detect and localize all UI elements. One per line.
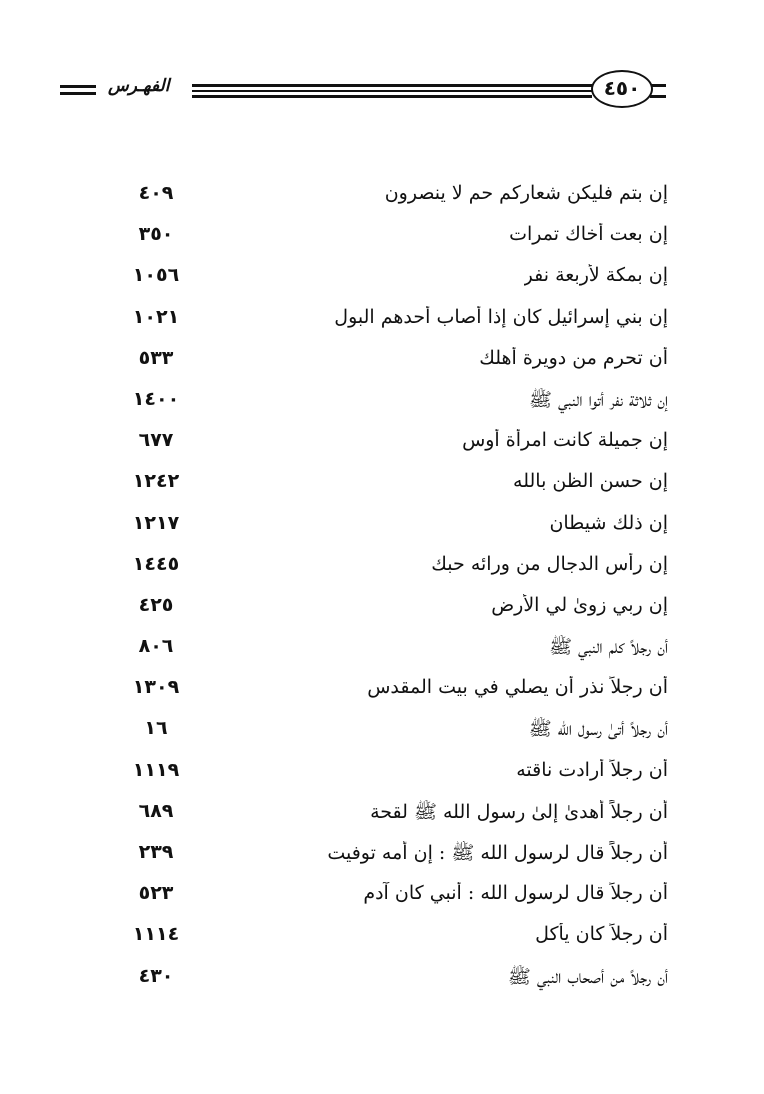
entry-text: إن بتم فليكن شعاركم حم لا ينصرون bbox=[384, 182, 668, 204]
entry-text: إن بمكة لأربعة نفر bbox=[523, 264, 668, 287]
entry-page-number: ٤٠٩ bbox=[138, 182, 174, 204]
index-entry bbox=[0, 506, 764, 547]
page-title: الفهـرس bbox=[108, 76, 170, 96]
entry-text: إن ذلك شيطان bbox=[549, 511, 668, 534]
entry-page-number: ١٤٠٠ bbox=[132, 387, 180, 410]
entry-page-number: ٥٢٣ bbox=[138, 882, 174, 905]
index-entry bbox=[0, 629, 764, 670]
entry-page-number: ١٠٥٦ bbox=[132, 264, 180, 287]
entry-page-number: ٥٣٣ bbox=[138, 346, 174, 369]
entry-text: إن رأس الدجال من ورائه حبك bbox=[431, 552, 668, 575]
entry-text: إن بني إسرائيل كان إذا أصاب أحدهم البول bbox=[334, 305, 668, 328]
entry-text: إن ربي زوىٰ لي الأرض bbox=[491, 593, 668, 616]
index-entry bbox=[0, 917, 764, 958]
entry-text: أن رجلاً كان يأكل bbox=[535, 923, 668, 946]
index-entry bbox=[0, 670, 764, 711]
entry-page-number: ٣٥٠ bbox=[138, 223, 174, 246]
index-entry bbox=[0, 464, 764, 505]
index-entry bbox=[0, 547, 764, 588]
index-entry bbox=[0, 588, 764, 629]
entry-text: أن رجلاً نذر أن يصلي في بيت المقدس bbox=[367, 676, 668, 699]
index-entry bbox=[0, 258, 764, 299]
entry-page-number: ١٦ bbox=[144, 717, 168, 740]
entry-page-number: ٦٨٩ bbox=[138, 799, 174, 822]
header-rule bbox=[192, 90, 592, 92]
entry-text: أن رجلاً أرادت ناقته bbox=[516, 758, 668, 781]
header-rule bbox=[192, 84, 592, 87]
index-entry bbox=[0, 753, 764, 794]
entry-text: أن رجلاً أهدىٰ إلىٰ رسول الله ﷺ لقحة bbox=[370, 800, 668, 823]
index-entry bbox=[0, 217, 764, 258]
entry-text: إن حسن الظن بالله bbox=[513, 470, 668, 493]
entry-text: أن رجلاً قال لرسول الله ﷺ : إن أمه توفيت bbox=[327, 842, 668, 864]
entry-page-number: ٢٣٩ bbox=[138, 841, 174, 863]
header-rule bbox=[192, 95, 592, 98]
page-number-badge: ٤٥٠ bbox=[591, 70, 653, 108]
entry-text: إن بعت أخاك تمرات bbox=[509, 223, 668, 246]
index-entry bbox=[0, 176, 764, 217]
index-entry bbox=[0, 423, 764, 464]
index-entry bbox=[0, 835, 764, 876]
entry-page-number: ١٢٤٢ bbox=[132, 470, 180, 493]
entry-page-number: ٤٢٥ bbox=[138, 593, 174, 616]
index-entry bbox=[0, 711, 764, 752]
entry-text: إن جميلة كانت امرأة أوس bbox=[462, 429, 668, 452]
index-entry bbox=[0, 876, 764, 917]
entry-page-number: ١٢١٧ bbox=[132, 511, 180, 534]
entry-text: أن رجلاً قال لرسول الله : أنبي كان آدم bbox=[363, 882, 668, 905]
entry-text: أن رجلاً أتىٰ رسول الله ﷺ bbox=[528, 718, 668, 741]
index-entry bbox=[0, 959, 764, 1000]
entry-page-number: ٤٣٠ bbox=[138, 964, 174, 987]
entry-page-number: ١١١٩ bbox=[132, 758, 180, 781]
entry-page-number: ١٠٢١ bbox=[132, 305, 180, 328]
entry-text: أن تحرم من دويرة أهلك bbox=[479, 346, 668, 369]
index-entry bbox=[0, 341, 764, 382]
page-header bbox=[0, 0, 764, 130]
double-dash-ornament bbox=[60, 85, 96, 96]
entry-text: إن ثلاثة نفر أتوا النبي ﷺ bbox=[528, 388, 668, 411]
entry-text: أن رجلاً كلم النبي ﷺ bbox=[549, 636, 668, 659]
index-entry bbox=[0, 382, 764, 423]
entry-text: أن رجلاً من أصحاب النبي ﷺ bbox=[507, 965, 668, 988]
entry-page-number: ١١١٤ bbox=[132, 923, 180, 946]
entry-page-number: ١٤٤٥ bbox=[132, 552, 180, 575]
index-list bbox=[0, 176, 764, 1000]
entry-page-number: ١٣٠٩ bbox=[132, 676, 180, 699]
entry-page-number: ٨٠٦ bbox=[138, 635, 174, 658]
entry-page-number: ٦٧٧ bbox=[138, 429, 174, 452]
index-entry bbox=[0, 300, 764, 341]
index-entry bbox=[0, 794, 764, 835]
